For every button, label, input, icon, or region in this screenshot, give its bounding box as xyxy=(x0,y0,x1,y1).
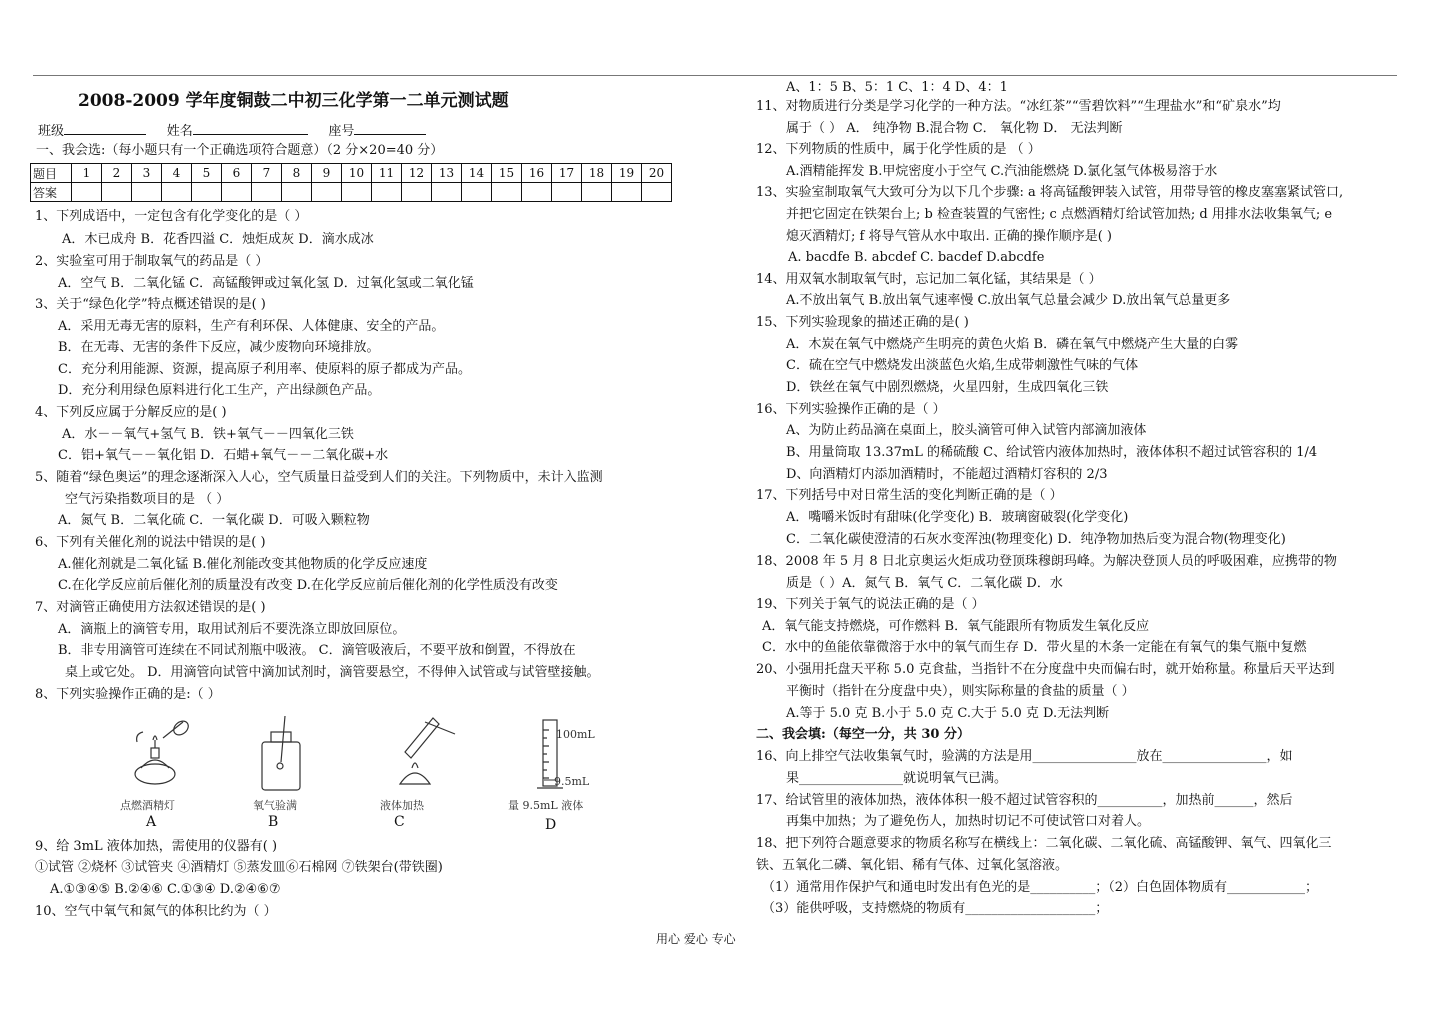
figure-b-caption: 氧气验满 xyxy=(253,799,297,812)
answer-cell[interactable] xyxy=(222,183,252,202)
options-5: A．氮气 B．二氧化硫 C．一氧化碳 D．可吸入颗粒物 xyxy=(58,513,370,528)
figure-b-bottle xyxy=(262,716,300,790)
question-9-items: ①试管 ②烧杯 ③试管夹 ④酒精灯 ⑤蒸发皿⑥石棉网 ⑦铁架台(带铁圈) xyxy=(35,860,443,875)
name-blank[interactable] xyxy=(193,121,308,135)
question-number: 5 xyxy=(192,164,222,183)
options-14: A.不放出氧气 B.放出氧气速率慢 C.放出氧气总量会减少 D.放出氧气总量更多 xyxy=(786,293,1231,308)
question-14: 14、用双氧水制取氧气时，忘记加二氧化锰，其结果是（ ） xyxy=(756,272,1102,287)
answer-cell[interactable] xyxy=(192,183,222,202)
options-15ab: A．木炭在氧气中燃烧产生明亮的黄色火焰 B．磷在氧气中燃烧产生大量的白雾 xyxy=(786,337,1239,352)
options-17ab: A．嘴嚼米饭时有甜味(化学变化) B．玻璃窗破裂(化学变化) xyxy=(786,510,1129,525)
figure-d-letter: D xyxy=(545,817,557,833)
answer-cell[interactable] xyxy=(372,183,402,202)
options-4cd: C．铝+氧气－－氧化铝 D．石蜡+氧气－－二氧化碳+水 xyxy=(58,448,389,463)
options-19ab: A．氧气能支持燃烧，可作燃料 B．氧气能跟所有物质发生氧化反应 xyxy=(762,619,1150,634)
question-9: 9、给 3mL 液体加热，需使用的仪器有( ) xyxy=(35,839,278,854)
options-6ab: A.催化剂就是二氧化锰 B.催化剂能改变其他物质的化学反应速度 xyxy=(58,557,428,572)
question-number: 19 xyxy=(612,164,642,183)
answer-cell[interactable] xyxy=(582,183,612,202)
question-13: 13、实验室制取氧气大致可分为以下几个步骤: a 将高锰酸钾装入试管，用带导管的橡皮塞塞紧试管口, xyxy=(756,185,1344,200)
answer-cell[interactable] xyxy=(72,183,102,202)
question-5-cont: 空气污染指数项目的是 （ ） xyxy=(65,492,230,507)
fill-18-cont: 铁、五氧化二磷、氧化铝、稀有气体、过氧化氢溶液。 xyxy=(756,858,1069,873)
option-15d: D．铁丝在氧气中剧烈燃烧，火星四射，生成四氧化三铁 xyxy=(786,380,1109,395)
question-number: 3 xyxy=(132,164,162,183)
question-5: 5、随着“绿色奥运”的理念逐渐深入人心，空气质量日益受到人们的关注。下列物质中，未计入监测 xyxy=(35,470,603,485)
option-3a: A．采用无毒无害的原料，生产有利环保、人体健康、安全的产品。 xyxy=(58,319,445,334)
question-1: 1、下列成语中，一定包含有化学变化的是（ ） xyxy=(35,209,308,224)
figure-c-letter: C xyxy=(394,814,405,830)
option-15c: C．硫在空气中燃烧发出淡蓝色火焰,生成带刺激性气味的气体 xyxy=(786,358,1139,373)
row-header-question: 题目 xyxy=(31,164,72,183)
question-number: 11 xyxy=(372,164,402,183)
question-4: 4、下列反应属于分解反应的是( ) xyxy=(35,405,227,420)
question-15: 15、下列实验现象的描述正确的是( ) xyxy=(756,315,969,330)
section-2-heading: 二、我会填:（每空一分，共 30 分） xyxy=(756,727,970,742)
experiment-figures xyxy=(115,712,595,794)
class-label: 班级 xyxy=(38,124,65,139)
answer-cell[interactable] xyxy=(522,183,552,202)
fill-18-part1-2: （1）通常用作保护气和通电时发出有色光的是__________；（2）白色固体物质有____________； xyxy=(762,880,1319,895)
options-18: 质是（ ）A．氮气 B．氧气 C．二氧化碳 D．水 xyxy=(786,576,1063,591)
answer-cell[interactable] xyxy=(492,183,522,202)
answer-cell[interactable] xyxy=(282,183,312,202)
option-7bc: B．非专用滴管可连续在不同试剂瓶中吸液。 C．滴管吸液后，不要平放和倒置，不得放在 xyxy=(58,643,576,658)
section-1-heading: 一、我会选:（每小题只有一个正确选项符合题意）（2 分×20=40 分） xyxy=(36,143,444,158)
question-10: 10、空气中氧气和氮气的体积比约为（ ） xyxy=(35,904,277,919)
question-2: 2、实验室可用于制取氧气的药品是（ ） xyxy=(35,254,269,269)
options-4ab: A．水－－氧气+氢气 B．铁+氧气－－四氧化三铁 xyxy=(62,427,354,442)
page-footer: 用心 爱心 专心 xyxy=(656,932,736,946)
header-rule xyxy=(33,75,1397,76)
question-number: 17 xyxy=(552,164,582,183)
options-16bc: B、用量筒取 13.37mL 的稀硫酸 C、给试管内液体加热时，液体体积不超过试管容积的 1/4 xyxy=(786,445,1318,460)
options-11: 属于（ ） A． 纯净物 B.混合物 C． 氧化物 D． 无法判断 xyxy=(786,121,1123,136)
row-header-answer: 答案 xyxy=(31,183,72,202)
question-number: 14 xyxy=(462,164,492,183)
answer-cell[interactable] xyxy=(432,183,462,202)
figure-c-heating-tube xyxy=(400,718,455,784)
question-3: 3、关于“绿色化学”特点概述错误的是( ) xyxy=(35,297,266,312)
fill-16: 16、向上排空气法收集氧气时，验满的方法是用________________放在________________，如 xyxy=(756,749,1293,764)
option-16d: D、向酒精灯内添加酒精时，不能超过酒精灯容积的 2/3 xyxy=(786,467,1108,482)
options-13: A. bacdfe B. abcdef C. bacdef D.abcdfe xyxy=(788,250,1045,265)
answer-cell[interactable] xyxy=(162,183,192,202)
question-number: 16 xyxy=(522,164,552,183)
question-number: 15 xyxy=(492,164,522,183)
name-label: 姓名 xyxy=(166,124,193,139)
figure-c-caption: 液体加热 xyxy=(380,799,424,812)
question-7: 7、对滴管正确使用方法叙述错误的是( ) xyxy=(35,600,266,615)
question-number: 13 xyxy=(432,164,462,183)
question-number: 1 xyxy=(72,164,102,183)
question-number: 4 xyxy=(162,164,192,183)
question-number: 2 xyxy=(102,164,132,183)
answer-cell[interactable] xyxy=(342,183,372,202)
question-12: 12、下列物质的性质中，属于化学性质的是 （ ） xyxy=(756,142,1041,157)
answer-table xyxy=(30,163,672,202)
options-6cd: C.在化学反应前后催化剂的质量没有改变 D.在化学反应前后催化剂的化学性质没有改变 xyxy=(58,578,558,593)
question-number: 10 xyxy=(342,164,372,183)
fill-18-part3: （3）能供呼吸，支持燃烧的物质有____________________； xyxy=(762,901,1109,916)
fill-18: 18、把下列符合题意要求的物质名称写在横线上：二氧化碳、二氧化硫、高锰酸钾、氧气、四氧化三 xyxy=(756,836,1332,851)
option-3d: D．充分利用绿色原料进行化工生产，产出绿颜色产品。 xyxy=(58,383,381,398)
answer-cell[interactable] xyxy=(132,183,162,202)
question-20-cont: 平衡时（指针在分度盘中央），则实际称量的食盐的质量（ ） xyxy=(786,684,1135,699)
figure-d-caption: 量 9.5mL 液体 xyxy=(508,799,584,812)
fill-16-cont: 果________________就说明氧气已满。 xyxy=(786,771,1008,786)
question-18: 18、2008 年 5 月 8 日北京奥运火炬成功登顶珠穆朗玛峰。为解决登顶人员的呼吸困难，应携带的物 xyxy=(756,554,1337,569)
cylinder-bottom-label: 9.5mL xyxy=(554,775,590,788)
answer-cell[interactable] xyxy=(462,183,492,202)
student-info-line xyxy=(38,120,426,139)
options-19cd: C．水中的鱼能依靠微溶于水中的氧气而生存 D．带火星的木条一定能在有氧气的集气瓶中复燃 xyxy=(762,640,1307,655)
question-number: 18 xyxy=(582,164,612,183)
question-number: 8 xyxy=(282,164,312,183)
option-7a: A．滴瓶上的滴管专用，取用试剂后不要洗涤立即放回原位。 xyxy=(58,622,406,637)
answer-cell[interactable] xyxy=(102,183,132,202)
question-13-cont-1: 并把它固定在铁架台上; b 检查装置的气密性; c 点燃酒精灯给试管加热; d 用排水法收集氧气; e xyxy=(786,207,1333,222)
answer-cell[interactable] xyxy=(402,183,432,202)
question-number: 20 xyxy=(642,164,672,183)
question-number: 12 xyxy=(402,164,432,183)
answer-cell[interactable] xyxy=(252,183,282,202)
cylinder-top-label: 100mL xyxy=(556,728,595,741)
options-12: A.酒精能挥发 B.甲烷密度小于空气 C.汽油能燃烧 D.氯化氢气体极易溶于水 xyxy=(786,164,1218,179)
question-6: 6、下列有关催化剂的说法中错误的是( ) xyxy=(35,535,266,550)
options-9: A.①③④⑤ B.②④⑥ C.①③④ D.②④⑥⑦ xyxy=(50,882,281,897)
figure-a-caption: 点燃酒精灯 xyxy=(120,799,175,812)
option-7d: 桌上或它处。 D．用滴管向试管中滴加试剂时，滴管要悬空，不得伸入试管或与试管壁接触。 xyxy=(65,665,600,680)
answer-cell[interactable] xyxy=(552,183,582,202)
question-11: 11、对物质进行分类是学习化学的一种方法。“冰红茶”“雪碧饮料”“生理盐水”和“矿泉水”均 xyxy=(756,99,1281,114)
question-17: 17、下列括号中对日常生活的变化判断正确的是（ ） xyxy=(756,488,1063,503)
question-number-row xyxy=(31,164,672,183)
option-16a: A、为防止药品滴在桌面上，胶头滴管可伸入试管内部滴加液体 xyxy=(786,423,1147,438)
class-blank[interactable] xyxy=(64,121,146,135)
seat-label: 座号 xyxy=(328,124,355,139)
options-10: A、1：5 B、5：1 C、1：4 D、4：1 xyxy=(786,80,1008,95)
seat-blank[interactable] xyxy=(354,121,426,135)
options-2: A．空气 B．二氧化锰 C．高锰酸钾或过氧化氢 D．过氧化氢或二氧化锰 xyxy=(58,276,474,291)
figure-a-letter: A xyxy=(146,814,157,830)
fill-17: 17、给试管里的液体加热，液体体积一般不超过试管容积的__________，加热前______，然后 xyxy=(756,793,1293,808)
options-1: A．木已成舟 B．花香四溢 C．烛炬成灰 D．滴水成冰 xyxy=(62,232,374,247)
question-number: 7 xyxy=(252,164,282,183)
option-3c: C．充分利用能源、资源，提高原子利用率、使原料的原子都成为产品。 xyxy=(58,362,471,377)
page-title: 2008-2009 学年度铜鼓二中初三化学第一二单元测试题 xyxy=(78,91,509,111)
answer-row xyxy=(31,183,672,202)
figure-b-letter: B xyxy=(268,814,279,830)
options-20: A.等于 5.0 克 B.小于 5.0 克 C.大于 5.0 克 D.无法判断 xyxy=(786,706,1110,721)
answer-cell[interactable] xyxy=(642,183,672,202)
answer-cell[interactable] xyxy=(312,183,342,202)
figure-a-lighting-lamp xyxy=(135,718,191,784)
fill-17-cont: 再集中加热；为了避免伤人，加热时切记不可使试管口对着人。 xyxy=(786,814,1151,829)
options-17cd: C．二氧化碳使澄清的石灰水变浑浊(物理变化) D．纯净物加热后变为混合物(物理变化) xyxy=(786,532,1286,547)
question-number: 9 xyxy=(312,164,342,183)
question-16: 16、下列实验操作正确的是（ ） xyxy=(756,402,946,417)
answer-cell[interactable] xyxy=(612,183,642,202)
question-19: 19、下列关于氧气的说法正确的是（ ） xyxy=(756,597,985,612)
option-3b: B．在无毒、无害的条件下反应，减少废物向环境排放。 xyxy=(58,340,380,355)
question-8: 8、下列实验操作正确的是:（ ） xyxy=(35,687,221,702)
question-number: 6 xyxy=(222,164,252,183)
question-13-cont-2: 熄灭酒精灯; f 将导气管从水中取出. 正确的操作顺序是( ) xyxy=(786,229,1112,244)
question-20: 20、小强用托盘天平称 5.0 克食盐，当指针不在分度盘中央而偏右时，就开始称量。称量后天平达到 xyxy=(756,662,1335,677)
